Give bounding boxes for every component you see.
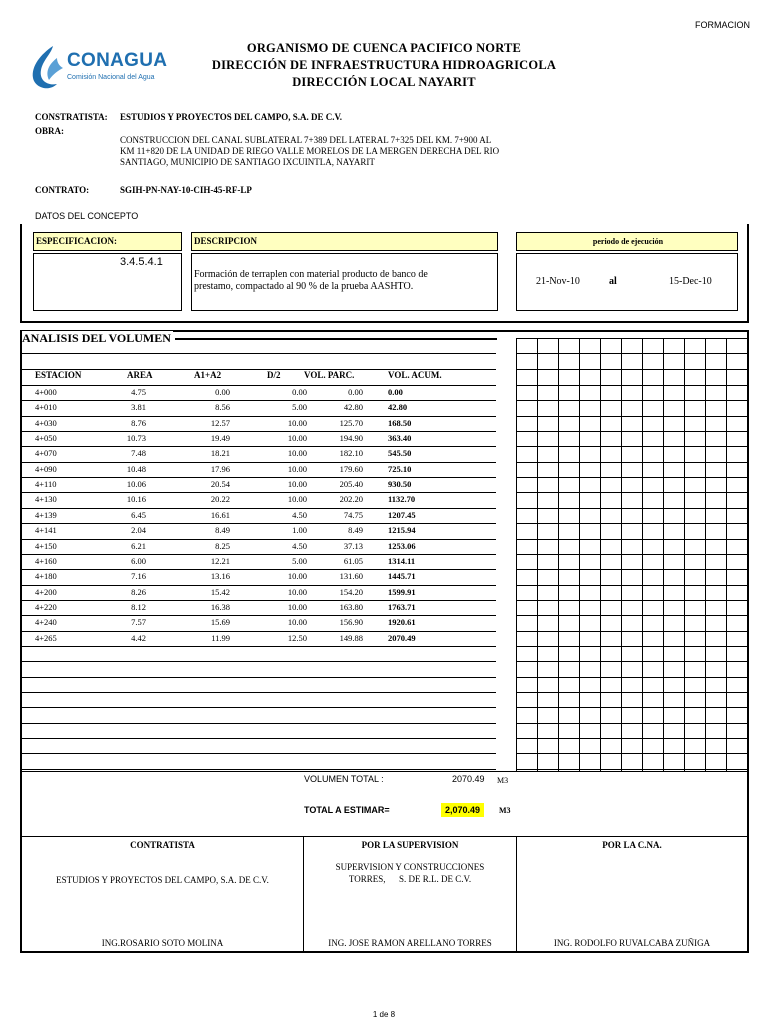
table-cell: 10.06 [126, 479, 146, 490]
table-rule [22, 677, 496, 678]
obra-line-3: SANTIAGO, MUNICIPIO DE SANTIAGO IXCUINTLA, NAYARIT [120, 157, 375, 167]
contratista-label: CONSTRATISTA: [35, 112, 108, 122]
table-cell: 4+200 [35, 586, 57, 597]
grid-row-line [516, 661, 747, 662]
table-cell: 202.20 [339, 494, 363, 505]
table-cell: 1.00 [292, 525, 307, 536]
especificacion-value: 3.4.5.4.1 [120, 256, 163, 268]
col-vol-acum: VOL. ACUM. [388, 370, 442, 380]
table-cell: 10.00 [287, 417, 307, 428]
table-rule [22, 769, 496, 770]
col-area: AREA [127, 370, 153, 380]
periodo-inicio: 21-Nov-10 [536, 276, 580, 287]
table-row [22, 601, 496, 617]
table-cell: 125.70 [339, 417, 363, 428]
org-title: ORGANISMO DE CUENCA PACIFICO NORTE [246, 41, 522, 55]
table-cell: 4+180 [35, 571, 57, 582]
table-cell: 10.00 [287, 448, 307, 459]
especificacion-label: ESPECIFICACION: [33, 232, 182, 251]
descripcion-line-1: Formación de terraplen con material producto de banco de [194, 269, 428, 280]
grid-row-line [516, 400, 747, 401]
col-estacion: ESTACION [35, 370, 82, 380]
table-cell: 1763.71 [388, 601, 416, 612]
obra-line-1: CONSTRUCCION DEL CANAL SUBLATERAL 7+389 DEL LATERAL 7+325 DEL KM. 7+900 AL [120, 135, 492, 145]
contratista-signer: ING.ROSARIO SOTO MOLINA [101, 938, 224, 948]
table-row [22, 401, 496, 417]
table-cell: 11.99 [211, 632, 230, 643]
table-rule [22, 661, 496, 662]
table-cell: 179.60 [339, 463, 363, 474]
grid-row-line [516, 446, 747, 447]
table-cell: 74.75 [343, 509, 363, 520]
table-cell: 42.80 [343, 402, 363, 413]
periodo-box [516, 253, 738, 311]
contratista-value: ESTUDIOS Y PROYECTOS DEL CAMPO, S.A. DE C.V. [120, 112, 343, 122]
logo-text: CONAGUA [67, 50, 168, 71]
descripcion-line-2: prestamo, compactado al 90 % de la prueba AASHTO. [194, 281, 414, 292]
table-cell: 8.26 [131, 586, 146, 597]
table-cell: 20.22 [210, 494, 230, 505]
table-row [22, 616, 496, 632]
table-cell: 154.20 [339, 586, 363, 597]
table-cell: 4.50 [292, 509, 307, 520]
table-cell: 10.48 [126, 463, 146, 474]
totals-divider [20, 771, 749, 772]
table-row [22, 509, 496, 525]
periodo-label: periodo de ejecución [516, 232, 738, 251]
table-rule [22, 692, 496, 693]
descripcion-box [191, 253, 498, 311]
table-cell: 0.00 [348, 387, 363, 397]
grid-row-line [516, 677, 747, 678]
table-cell: 4+030 [35, 417, 57, 428]
table-row [22, 432, 496, 448]
table-cell: 930.50 [388, 479, 412, 490]
table-cell: 1920.61 [388, 617, 416, 628]
table-cell: 1599.91 [388, 586, 416, 597]
grid-row-line [516, 353, 747, 354]
analisis-title: ANALISIS DEL VOLUMEN [22, 331, 171, 345]
table-cell: 12.50 [287, 632, 307, 643]
volumen-total-value: 2070.49 [452, 774, 485, 784]
table-cell: 363.40 [388, 433, 412, 444]
col-a1a2: A1+A2 [194, 370, 222, 380]
grid-row-line [516, 631, 747, 632]
table-rule [22, 753, 496, 754]
table-cell: 1445.71 [388, 571, 416, 582]
table-cell: 4+000 [35, 387, 57, 397]
table-row [22, 417, 496, 433]
total-estimar-unit: M3 [499, 806, 511, 815]
grid-row-line [516, 416, 747, 417]
table-cell: 149.88 [339, 632, 363, 643]
table-cell: 182.10 [339, 448, 363, 459]
table-cell: 163.80 [339, 601, 363, 612]
table-cell: 37.13 [343, 540, 363, 551]
sig-divider-2 [516, 836, 517, 953]
table-cell: 0.00 [388, 387, 403, 397]
logo-subtext: Comisión Nacional del Agua [67, 74, 155, 81]
table-cell: 4+220 [35, 601, 57, 612]
grid-row-line [516, 523, 747, 524]
table-cell: 2070.49 [388, 632, 416, 643]
grid-row-line [516, 477, 747, 478]
sig-divider-1 [303, 836, 304, 953]
table-cell: 194.90 [339, 433, 363, 444]
grid-row-line [516, 769, 747, 770]
signatures-divider [20, 836, 749, 837]
table-cell: 8.49 [215, 525, 230, 536]
obra-label: OBRA: [35, 126, 64, 136]
table-row [22, 386, 496, 402]
table-cell: 10.00 [287, 586, 307, 597]
table-cell: 4+090 [35, 463, 57, 474]
table-cell: 4+240 [35, 617, 57, 628]
grid-row-line [516, 615, 747, 616]
total-estimar-label: TOTAL A ESTIMAR= [304, 805, 390, 815]
table-cell: 5.00 [292, 555, 307, 566]
table-row [22, 632, 496, 648]
table-cell: 4+139 [35, 509, 57, 520]
table-cell: 156.90 [339, 617, 363, 628]
grid-row-line [516, 369, 747, 370]
table-cell: 4+050 [35, 433, 57, 444]
volumen-total-label: VOLUMEN TOTAL : [304, 774, 384, 784]
supervision-company-line-1: SUPERVISION Y CONSTRUCCIONES [335, 862, 485, 872]
table-cell: 168.50 [388, 417, 412, 428]
table-cell: 12.21 [210, 555, 230, 566]
grid-row-line [516, 385, 747, 386]
table-cell: 13.16 [210, 571, 230, 582]
table-cell: 7.48 [131, 448, 146, 459]
table-cell: 4+010 [35, 402, 57, 413]
grid-row-line [516, 338, 747, 339]
table-cell: 4+130 [35, 494, 57, 505]
table-cell: 4+150 [35, 540, 57, 551]
table-cell: 10.16 [126, 494, 146, 505]
page-number: 1 de 8 [372, 1010, 396, 1019]
table-cell: 10.00 [287, 479, 307, 490]
grid-row-line [516, 508, 747, 509]
table-cell: 3.81 [131, 402, 146, 413]
col-d2: D/2 [267, 370, 281, 380]
table-cell: 6.21 [131, 540, 146, 551]
table-cell: 8.76 [131, 417, 146, 428]
local-title: DIRECCIÓN LOCAL NAYARIT [292, 75, 476, 89]
analisis-table-header [22, 370, 496, 386]
table-cell: 10.00 [287, 571, 307, 582]
table-cell: 10.00 [287, 617, 307, 628]
table-rule [22, 738, 496, 739]
table-cell: 725.10 [388, 463, 412, 474]
table-cell: 4+070 [35, 448, 57, 459]
grid-row-line [516, 753, 747, 754]
table-cell: 2.04 [131, 525, 146, 536]
cna-title: POR LA C.NA. [602, 840, 662, 850]
table-cell: 4+265 [35, 632, 57, 643]
grid-row-line [516, 585, 747, 586]
analisis-title-rule [175, 338, 497, 340]
table-row [22, 447, 496, 463]
supervision-signer: ING. JOSE RAMON ARELLANO TORRES [328, 938, 492, 948]
grid-row-line [516, 723, 747, 724]
table-cell: 1132.70 [388, 494, 416, 505]
form-code: FORMACION [695, 20, 750, 30]
right-grid-left-border [516, 338, 517, 771]
table-cell: 18.21 [210, 448, 230, 459]
table-cell: 8.56 [215, 402, 230, 413]
table-row [22, 463, 496, 479]
table-cell: 6.00 [131, 555, 146, 566]
table-cell: 10.00 [287, 463, 307, 474]
table-row [22, 493, 496, 509]
total-estimar-value: 2,070.49 [441, 803, 484, 817]
direction-title: DIRECCIÓN DE INFRAESTRUCTURA HIDROAGRICOLA [211, 58, 557, 72]
table-cell: 10.00 [287, 494, 307, 505]
grid-row-line [516, 738, 747, 739]
table-cell: 12.57 [210, 417, 230, 428]
table-cell: 16.38 [210, 601, 230, 612]
grid-row-line [516, 569, 747, 570]
table-cell: 1253.06 [388, 540, 416, 551]
table-cell: 131.60 [339, 571, 363, 582]
table-cell: 4.75 [131, 387, 146, 397]
table-cell: 8.12 [131, 601, 146, 612]
cna-signer: ING. RODOLFO RUVALCABA ZUÑIGA [553, 938, 711, 948]
table-cell: 15.42 [210, 586, 230, 597]
contratista-company: ESTUDIOS Y PROYECTOS DEL CAMPO, S.A. DE C.V. [56, 875, 269, 885]
col-vol-parc: VOL. PARC. [304, 370, 355, 380]
table-cell: 10.73 [126, 433, 146, 444]
table-cell: 545.50 [388, 448, 412, 459]
table-cell: 6.45 [131, 509, 146, 520]
table-cell: 4.50 [292, 540, 307, 551]
table-row [22, 570, 496, 586]
table-cell: 4+110 [35, 479, 57, 490]
contrato-label: CONTRATO: [35, 185, 90, 195]
table-row [22, 586, 496, 602]
supervision-title: POR LA SUPERVISION [361, 840, 459, 850]
table-cell: 8.49 [348, 525, 363, 536]
grid-row-line [516, 492, 747, 493]
table-cell: 42.80 [388, 402, 408, 413]
table-cell: 15.69 [210, 617, 230, 628]
table-cell: 61.05 [343, 555, 363, 566]
table-rule [22, 707, 496, 708]
grid-row-line [516, 600, 747, 601]
table-cell: 7.57 [131, 617, 146, 628]
table-rule [22, 723, 496, 724]
table-cell: 1314.11 [388, 555, 416, 566]
grid-row-line [516, 431, 747, 432]
supervision-company-line-2: TORRES, S. DE R.L. DE C.V. [348, 874, 472, 884]
table-cell: 10.00 [287, 601, 307, 612]
grid-row-line [516, 539, 747, 540]
table-cell: 19.49 [210, 433, 230, 444]
table-cell: 8.25 [215, 540, 230, 551]
volumen-total-unit: M3 [497, 776, 509, 785]
descripcion-label: DESCRIPCION [191, 232, 498, 251]
table-row [22, 524, 496, 540]
especificacion-box [33, 253, 182, 311]
table-cell: 205.40 [339, 479, 363, 490]
table-cell: 4.42 [131, 632, 146, 643]
periodo-al: al [609, 276, 617, 287]
obra-line-2: KM 11+820 DE LA UNIDAD DE RIEGO VALLE MORELOS DE LA MERGEN DERECHA DEL RIO [120, 146, 500, 156]
table-cell: 5.00 [292, 402, 307, 413]
table-cell: 1215.94 [388, 525, 416, 536]
table-cell: 1207.45 [388, 509, 416, 520]
table-cell: 4+160 [35, 555, 57, 566]
table-cell: 0.00 [215, 387, 230, 397]
table-cell: 10.00 [287, 433, 307, 444]
datos-label: DATOS DEL CONCEPTO [35, 211, 139, 221]
grid-row-line [516, 692, 747, 693]
table-row [22, 555, 496, 571]
contratista-title: CONTRATISTA [130, 840, 195, 850]
table-cell: 16.61 [210, 509, 230, 520]
grid-row-line [516, 462, 747, 463]
grid-row-line [516, 554, 747, 555]
periodo-fin: 15-Dec-10 [669, 276, 712, 287]
table-cell: 17.96 [210, 463, 230, 474]
table-cell: 7.16 [131, 571, 146, 582]
table-cell: 20.54 [210, 479, 230, 490]
table-cell: 0.00 [292, 387, 307, 397]
grid-row-line [516, 646, 747, 647]
table-row [22, 540, 496, 556]
table-rule [22, 353, 496, 354]
table-cell: 4+141 [35, 525, 57, 536]
table-row [22, 478, 496, 494]
contrato-value: SGIH-PN-NAY-10-CIH-45-RF-LP [120, 185, 252, 195]
grid-row-line [516, 707, 747, 708]
